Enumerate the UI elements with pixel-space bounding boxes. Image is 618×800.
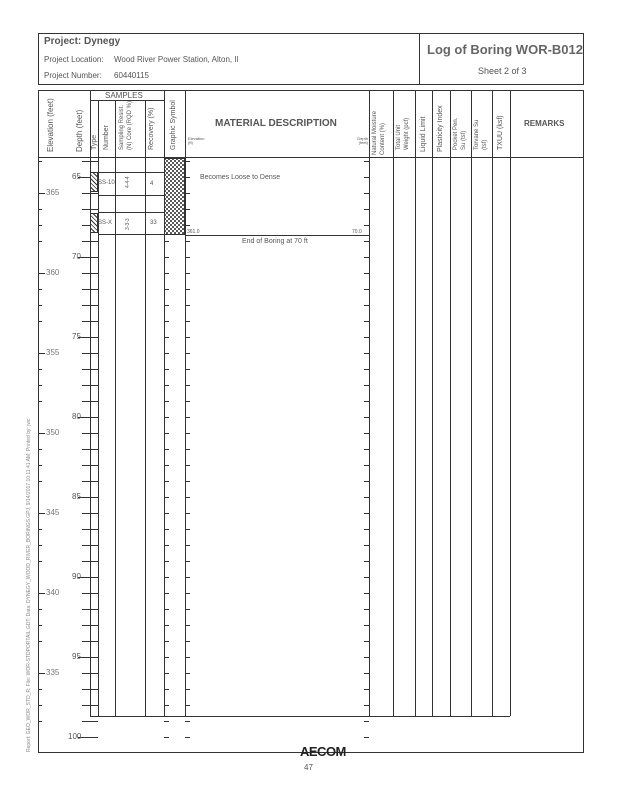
col-line-pp <box>450 90 451 716</box>
depth-tick <box>364 625 369 626</box>
depth-tick <box>164 705 169 706</box>
depth-tick <box>90 433 98 434</box>
depth-tick <box>185 673 190 674</box>
elevation-label: 345 <box>46 508 60 517</box>
depth-tick <box>90 209 98 210</box>
depth-tick <box>82 529 90 530</box>
depth-tick <box>364 369 369 370</box>
col-line-remarks <box>510 90 511 716</box>
depth-tick <box>364 353 369 354</box>
elevation-tick <box>38 673 45 674</box>
sample-resistance: 3-3-3 <box>125 218 131 230</box>
depth-tick <box>364 481 369 482</box>
depth-tick <box>364 273 369 274</box>
col-type: Type <box>91 134 98 150</box>
depth-tick <box>164 353 169 354</box>
depth-tick <box>164 449 169 450</box>
depth-tick <box>364 529 369 530</box>
depth-tick <box>90 529 98 530</box>
depth-tick <box>164 593 169 594</box>
elevation-tick <box>38 305 42 306</box>
depth-tick <box>164 257 169 258</box>
depth-tick <box>82 401 90 402</box>
col-unit-weight: Total Unit Weight (pcf) <box>396 117 410 150</box>
depth-tick <box>364 721 369 722</box>
depth-tick <box>90 193 98 194</box>
depth-tick <box>82 481 90 482</box>
elevation-tick <box>38 321 42 322</box>
project-number-label: Project Number: <box>44 71 102 80</box>
depth-tick <box>82 193 90 194</box>
depth-tick <box>164 465 169 466</box>
depth-tick <box>164 433 169 434</box>
col-txuu: TXUU (ksf) <box>497 115 504 150</box>
col-pocket-pen: Pocket Pen. Su (tsf) <box>453 117 467 150</box>
elevation-tick <box>38 241 42 242</box>
depth-tick <box>90 321 98 322</box>
elevation-tick <box>38 529 42 530</box>
depth-tick <box>185 465 190 466</box>
project-number-value: 60440115 <box>114 71 149 80</box>
depth-tick <box>82 689 90 690</box>
depth-tick <box>364 465 369 466</box>
depth-tick <box>364 225 369 226</box>
depth-label: 75 <box>72 332 81 341</box>
elevation-tick <box>38 353 45 354</box>
depth-tick <box>185 641 190 642</box>
depth-tick <box>364 417 369 418</box>
depth-tick <box>164 577 169 578</box>
end-of-boring-line <box>185 235 369 236</box>
depth-tick <box>364 161 369 162</box>
col-line-txuu <box>492 90 493 716</box>
depth-tick <box>364 193 369 194</box>
depth-tick <box>164 497 169 498</box>
depth-tick <box>364 177 369 178</box>
col-torvane: Torvane Su (tsf) <box>474 119 488 150</box>
elevation-label: 365 <box>46 188 60 197</box>
graphic-symbol-fill <box>164 158 185 235</box>
depth-label: 65 <box>72 172 81 181</box>
depth-tick <box>364 321 369 322</box>
depth-tick <box>82 161 90 162</box>
depth-tick <box>164 337 169 338</box>
depth-tick <box>164 657 169 658</box>
sample-boundary <box>98 195 164 196</box>
log-frame <box>38 90 584 753</box>
elevation-tick <box>38 481 42 482</box>
elevation-tick <box>38 369 42 370</box>
depth-tick <box>82 465 90 466</box>
elevation-label: 340 <box>46 588 60 597</box>
col-line-number <box>115 100 116 716</box>
depth-tick <box>364 641 369 642</box>
depth-tick <box>185 497 190 498</box>
col-line-pi <box>432 90 433 716</box>
depth-tick <box>364 209 369 210</box>
depth-tick <box>164 417 169 418</box>
depth-tick <box>364 449 369 450</box>
depth-label: 90 <box>72 572 81 581</box>
footer-line-left <box>38 752 296 753</box>
elevation-label: 360 <box>46 268 60 277</box>
col-samples: SAMPLES <box>105 91 143 100</box>
end-of-boring-text: End of Boring at 70 ft <box>242 238 308 245</box>
depth-tick <box>90 497 98 498</box>
project-name: Project: Dynegy <box>44 36 121 47</box>
elevation-tick <box>38 705 42 706</box>
log-bottom-line <box>90 716 510 717</box>
sample-boundary <box>98 172 164 173</box>
depth-tick <box>185 193 190 194</box>
depth-tick <box>185 417 190 418</box>
depth-tick <box>82 625 90 626</box>
depth-tick <box>90 305 98 306</box>
depth-tick <box>82 369 90 370</box>
depth-tick <box>364 545 369 546</box>
col-remarks: REMARKS <box>524 119 565 128</box>
depth-label: 95 <box>72 652 81 661</box>
elevation-label: 335 <box>46 668 60 677</box>
depth-tick <box>90 689 98 690</box>
project-location-value: Wood River Power Station, Alton, Il <box>114 55 239 64</box>
depth-tick <box>82 353 90 354</box>
depth-tick <box>364 561 369 562</box>
elevation-tick <box>38 721 42 722</box>
depth-tick <box>90 449 98 450</box>
col-line-unit <box>393 90 394 716</box>
depth-label: 85 <box>72 492 81 501</box>
depth-tick <box>164 561 169 562</box>
depth-tick <box>185 545 190 546</box>
depth-tick <box>164 689 169 690</box>
sample-boundary <box>98 212 164 213</box>
depth-tick <box>82 273 90 274</box>
sample-boundary <box>98 234 164 235</box>
sheet-number: Sheet 2 of 3 <box>478 66 527 76</box>
page-number: 47 <box>304 763 313 772</box>
depth-tick <box>164 305 169 306</box>
col-line-type <box>98 100 99 716</box>
depth-tick <box>90 273 98 274</box>
col-number: Number <box>103 125 110 150</box>
elevation-tick <box>38 609 42 610</box>
elevation-tick <box>38 289 42 290</box>
depth-tick <box>90 577 98 578</box>
depth-tick <box>185 625 190 626</box>
depth-tick <box>364 305 369 306</box>
depth-tick <box>82 705 90 706</box>
col-line-sampling <box>145 100 146 716</box>
depth-tick <box>164 241 169 242</box>
depth-tick <box>164 641 169 642</box>
depth-tick <box>364 513 369 514</box>
depth-tick <box>364 337 369 338</box>
depth-tick <box>364 657 369 658</box>
depth-label: 100 <box>68 732 82 741</box>
elevation-tick <box>38 513 45 514</box>
depth-tick <box>82 385 90 386</box>
depth-tick <box>82 433 90 434</box>
depth-tick <box>364 241 369 242</box>
depth-tick <box>185 161 190 162</box>
depth-tick <box>185 225 190 226</box>
elevation-tick <box>38 385 42 386</box>
depth-tick <box>185 513 190 514</box>
depth-tick <box>364 737 369 738</box>
sample-recovery: 4 <box>150 181 154 187</box>
log-title: Log of Boring WOR-B012 <box>427 42 583 57</box>
depth-tick <box>185 337 190 338</box>
depth-tick <box>185 289 190 290</box>
end-elevation: 361.0 <box>187 229 200 235</box>
depth-tick <box>164 385 169 386</box>
elevation-tick <box>38 433 45 434</box>
depth-tick <box>164 401 169 402</box>
sample-type-symbol <box>90 213 98 233</box>
depth-tick <box>164 513 169 514</box>
depth-tick <box>90 369 98 370</box>
header-divider <box>419 33 420 85</box>
depth-tick <box>364 257 369 258</box>
elevation-tick <box>38 561 42 562</box>
depth-tick <box>185 737 190 738</box>
depth-tick <box>82 609 90 610</box>
col-line-moisture <box>369 90 370 716</box>
depth-tick <box>185 705 190 706</box>
elevation-tick <box>38 209 42 210</box>
col-line-graphic <box>185 90 186 716</box>
depth-tick <box>90 561 98 562</box>
depth-tick <box>364 609 369 610</box>
depth-tick <box>90 401 98 402</box>
aecom-logo: AECOM <box>300 744 346 759</box>
depth-tick <box>90 625 98 626</box>
depth-tick <box>185 577 190 578</box>
depth-tick <box>90 593 98 594</box>
depth-tick <box>185 321 190 322</box>
sample-number: SS-X <box>98 220 113 226</box>
depth-tick <box>185 721 190 722</box>
col-desc-depth: Depth (feet) <box>357 136 368 145</box>
depth-tick <box>164 625 169 626</box>
depth-tick <box>164 545 169 546</box>
end-depth: 70.0 <box>352 229 362 235</box>
depth-tick <box>82 673 90 674</box>
depth-tick <box>82 321 90 322</box>
depth-tick <box>90 417 98 418</box>
depth-tick <box>185 369 190 370</box>
elevation-tick <box>38 161 42 162</box>
depth-tick <box>90 257 98 258</box>
material-description: Becomes Loose to Dense <box>200 174 281 181</box>
depth-tick <box>82 225 90 226</box>
depth-tick <box>82 721 90 722</box>
depth-tick <box>185 209 190 210</box>
depth-tick <box>185 401 190 402</box>
report-side-note: Report: GEO_WOR_STD_R; File: WOR-STDPORTAIL.GDT; Data: DYNEGY_WOOD_RIVER_BORINGS.GPJ; 9/14/2017 10:11:41 AM; Printed by: jwc <box>26 418 32 752</box>
elevation-tick <box>38 193 45 194</box>
column-header-bottom <box>38 157 584 158</box>
depth-tick <box>164 321 169 322</box>
elevation-tick <box>38 465 42 466</box>
depth-tick <box>185 353 190 354</box>
col-recovery: Recovery (%) <box>148 107 155 150</box>
depth-tick <box>164 673 169 674</box>
depth-tick <box>82 209 90 210</box>
depth-label: 80 <box>72 412 81 421</box>
sample-recovery: 33 <box>150 220 157 226</box>
depth-tick <box>82 545 90 546</box>
depth-tick <box>364 385 369 386</box>
depth-tick <box>185 305 190 306</box>
depth-tick <box>90 465 98 466</box>
depth-tick <box>90 657 98 658</box>
depth-tick <box>82 641 90 642</box>
depth-tick <box>90 289 98 290</box>
depth-tick <box>90 241 98 242</box>
col-elevation: Elevation (feet) <box>46 98 55 152</box>
depth-tick <box>364 593 369 594</box>
col-moisture: Natural Moisture Content (%) <box>372 110 386 155</box>
depth-tick <box>90 705 98 706</box>
elevation-tick <box>38 273 45 274</box>
sample-number: SS-10 <box>98 180 115 186</box>
elevation-label: 355 <box>46 348 60 357</box>
col-line-ll <box>415 90 416 716</box>
depth-tick <box>364 433 369 434</box>
footer-line-right <box>358 752 584 753</box>
depth-tick <box>164 721 169 722</box>
elevation-tick <box>38 225 42 226</box>
elevation-tick <box>38 641 42 642</box>
elevation-tick <box>38 689 42 690</box>
elevation-label: 350 <box>46 428 60 437</box>
depth-tick <box>364 289 369 290</box>
depth-tick <box>185 257 190 258</box>
depth-tick <box>364 689 369 690</box>
elevation-tick <box>38 449 42 450</box>
depth-tick <box>364 673 369 674</box>
depth-tick <box>164 481 169 482</box>
col-liquid-limit: Liquid Limit <box>420 116 427 152</box>
depth-tick <box>185 385 190 386</box>
depth-tick <box>82 449 90 450</box>
depth-tick <box>185 657 190 658</box>
elevation-tick <box>38 545 42 546</box>
depth-tick <box>164 737 169 738</box>
col-desc-elevation: Elevation (ft) <box>188 136 205 145</box>
depth-tick <box>90 353 98 354</box>
sample-resistance: 4-4-4 <box>125 176 131 188</box>
depth-tick <box>82 513 90 514</box>
depth-tick <box>90 161 98 162</box>
depth-tick <box>90 609 98 610</box>
depth-tick <box>82 305 90 306</box>
col-plasticity: Plasticity Index <box>437 105 444 152</box>
depth-tick <box>364 705 369 706</box>
col-material: MATERIAL DESCRIPTION <box>215 118 337 129</box>
sample-type-symbol <box>90 172 98 192</box>
depth-tick <box>185 609 190 610</box>
depth-tick <box>90 337 98 338</box>
depth-tick <box>185 273 190 274</box>
depth-tick <box>164 529 169 530</box>
depth-tick <box>90 673 98 674</box>
elevation-tick <box>38 625 42 626</box>
elevation-tick <box>38 593 45 594</box>
depth-tick <box>82 241 90 242</box>
depth-tick <box>90 721 98 722</box>
col-depth: Depth (feet) <box>75 109 84 152</box>
depth-tick <box>185 593 190 594</box>
depth-tick <box>82 593 90 594</box>
depth-tick <box>90 481 98 482</box>
depth-tick <box>185 241 190 242</box>
col-sampling: Sampling Resist. (N) Core (RQD %) <box>119 101 133 150</box>
depth-tick <box>185 561 190 562</box>
depth-tick <box>90 737 98 738</box>
depth-tick <box>90 513 98 514</box>
depth-tick <box>90 641 98 642</box>
depth-tick <box>364 497 369 498</box>
depth-tick <box>90 385 98 386</box>
depth-tick <box>185 449 190 450</box>
project-location-label: Project Location: <box>44 55 104 64</box>
depth-tick <box>82 561 90 562</box>
depth-tick <box>90 545 98 546</box>
depth-tick <box>164 609 169 610</box>
depth-tick <box>164 273 169 274</box>
depth-tick <box>164 289 169 290</box>
depth-tick <box>185 433 190 434</box>
depth-tick <box>185 689 190 690</box>
depth-tick <box>185 177 190 178</box>
depth-tick <box>185 481 190 482</box>
elevation-tick <box>38 401 42 402</box>
depth-tick <box>364 401 369 402</box>
depth-tick <box>185 529 190 530</box>
depth-label: 70 <box>72 252 81 261</box>
depth-tick <box>164 369 169 370</box>
col-line-tv <box>471 90 472 716</box>
depth-tick <box>364 577 369 578</box>
depth-tick <box>82 289 90 290</box>
col-graphic: Graphic Symbol <box>170 100 177 150</box>
